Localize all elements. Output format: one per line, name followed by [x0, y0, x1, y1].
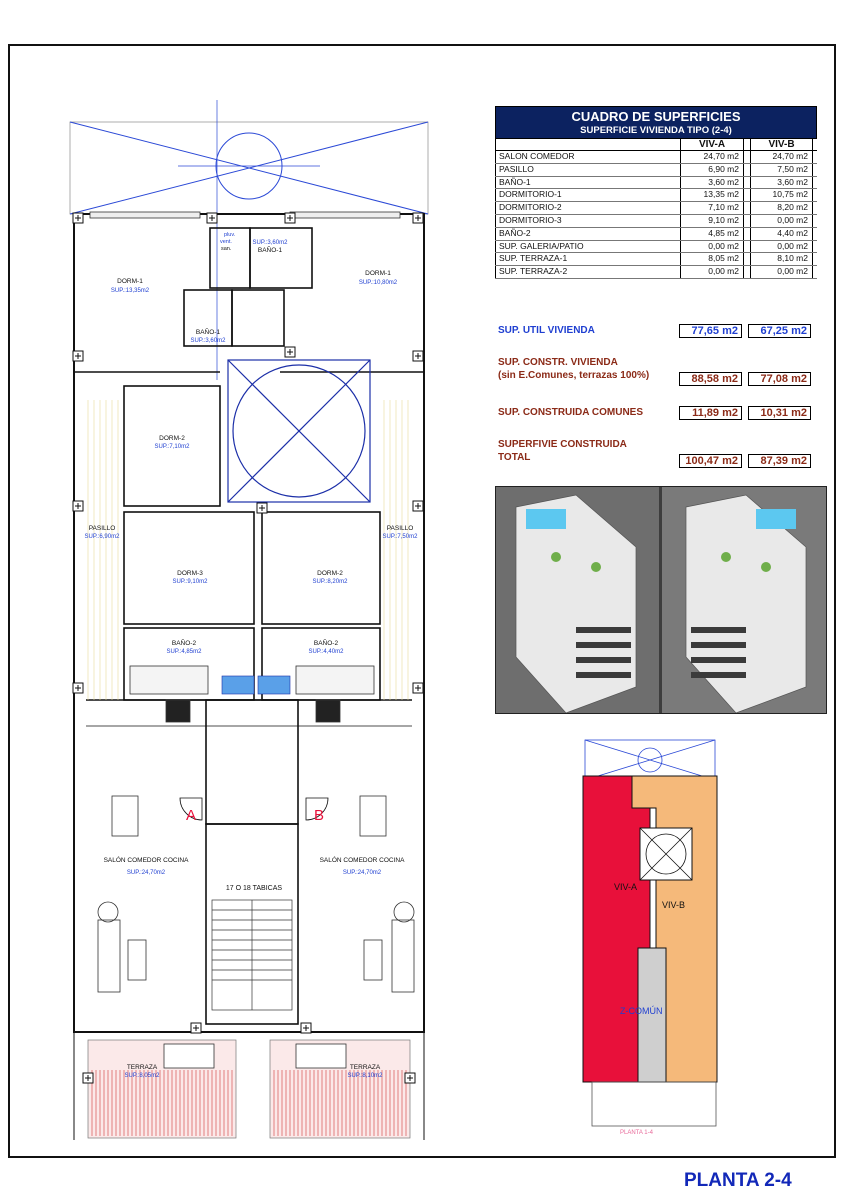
sup-dorm3-a: SUP.:9,10m2 [172, 579, 208, 585]
row-value-b: 3,60 m2 [750, 177, 813, 189]
sup-salon-b: SUP.:24,70m2 [342, 870, 382, 876]
row-label: SUP. TERRAZA-2 [495, 266, 680, 278]
table-row [495, 215, 817, 228]
terrace-planters [164, 1044, 346, 1068]
row-value-a: 3,60 m2 [680, 177, 743, 189]
sup-dorm2-b: SUP.:8,20m2 [312, 579, 348, 585]
util-value-b: 67,25 m2 [748, 324, 811, 338]
label-terraza-b: TERRAZA [349, 1064, 381, 1071]
constr-row [495, 356, 817, 386]
table-row [495, 164, 817, 177]
total-label-2: TOTAL [498, 452, 531, 463]
constr-label-2: (sin E.Comunes, terrazas 100%) [498, 370, 650, 381]
label-bano1-a: BAÑO-1 [195, 329, 221, 336]
row-value-b: 0,00 m2 [750, 215, 813, 227]
installation-boxes [222, 676, 290, 694]
table-title: CUADRO DE SUPERFICIES [571, 109, 741, 124]
row-label: PASILLO [495, 164, 680, 176]
comunes-label: SUP. CONSTRUIDA COMUNES [498, 407, 644, 418]
label-bano2-a: BAÑO-2 [171, 640, 197, 647]
row-label: DORMITORIO-3 [495, 215, 680, 227]
sup-bano1-a: SUP.:3,60m2 [190, 338, 226, 344]
light-well [228, 360, 370, 502]
sup-salon-a: SUP.:24,70m2 [126, 870, 166, 876]
dining-furniture [98, 796, 414, 992]
structural-columns [73, 213, 423, 1083]
comunes-value-b: 10,31 m2 [748, 406, 811, 420]
label-terraza-a: TERRAZA [126, 1064, 158, 1071]
row-value-a: 0,00 m2 [680, 266, 743, 278]
row-label: DORMITORIO-2 [495, 202, 680, 214]
row-value-a: 0,00 m2 [680, 241, 743, 253]
util-value-a: 77,65 m2 [679, 324, 742, 338]
sup-bano2-b: SUP.:4,40m2 [308, 649, 344, 655]
sup-terraza-b: SUP.:8,10m2 [347, 1073, 383, 1079]
comunes-row [495, 406, 817, 420]
pasillo-hatch-b [384, 400, 408, 700]
row-label: DORMITORIO-1 [495, 189, 680, 201]
col-header-viv-b: VIV-B [750, 139, 813, 150]
label-bano2-b: BAÑO-2 [313, 640, 339, 647]
util-row [495, 324, 817, 338]
row-label: SUP. GALERIA/PATIO [495, 241, 680, 253]
label-salon-b: SALÓN COMEDOR COCINA [319, 857, 405, 864]
label-dorm3-a: DORM-3 [177, 570, 203, 577]
total-row [495, 438, 817, 468]
key-label-comun: Z-COMÚN [620, 1006, 663, 1016]
table-row [495, 241, 817, 254]
row-label: SUP. TERRAZA-1 [495, 253, 680, 265]
comunes-value-a: 11,89 m2 [679, 406, 742, 420]
page-title: PLANTA 2-4 [684, 1170, 792, 1191]
total-value-b: 87,39 m2 [748, 454, 811, 468]
door-letter-b: B [313, 807, 325, 824]
label-san: san. [221, 246, 232, 252]
label-dorm1-b: DORM-1 [365, 270, 391, 277]
sup-bano1-b: SUP.:3,60m2 [252, 240, 288, 246]
row-value-b: 8,20 m2 [750, 202, 813, 214]
sup-dorm2-a: SUP.:7,10m2 [154, 444, 190, 450]
sup-dorm1-b: SUP.:10,80m2 [358, 280, 398, 286]
row-value-a: 6,90 m2 [680, 164, 743, 176]
row-value-b: 10,75 m2 [750, 189, 813, 201]
label-dorm1-a: DORM-1 [117, 278, 143, 285]
room-labels-b [253, 240, 419, 1079]
constr-value-a: 88,58 m2 [679, 372, 742, 386]
row-value-b: 24,70 m2 [750, 151, 813, 163]
row-value-b: 0,00 m2 [750, 266, 813, 278]
label-pluv: pluv. [224, 232, 236, 238]
row-value-a: 13,35 m2 [680, 189, 743, 201]
table-subtitle: SUPERFICIE VIVIENDA TIPO (2-4) [580, 125, 732, 136]
sup-bano2-a: SUP.:4,85m2 [166, 649, 202, 655]
interior-walls [74, 228, 424, 1032]
table-row [495, 228, 817, 241]
roof-void [70, 100, 428, 380]
table-row [495, 253, 817, 266]
table-row [495, 202, 817, 215]
table-row [495, 266, 817, 279]
row-value-a: 24,70 m2 [680, 151, 743, 163]
sup-dorm1-a: SUP.:13,35m2 [110, 288, 150, 294]
table-row [495, 151, 817, 164]
constr-label-1: SUP. CONSTR. VIVIENDA [498, 357, 618, 368]
label-dorm2-a: DORM-2 [159, 435, 185, 442]
row-label: BAÑO-1 [495, 177, 680, 189]
label-dorm2-b: DORM-2 [317, 570, 343, 577]
surface-table [495, 106, 817, 279]
row-value-b: 4,40 m2 [750, 228, 813, 240]
row-label: SALON COMEDOR [495, 151, 680, 163]
key-plan [583, 740, 717, 1136]
col-header-viv-a: VIV-A [680, 139, 743, 150]
sup-pasillo-a: SUP.:6,90m2 [84, 534, 120, 540]
label-vent: vent. [220, 239, 232, 245]
total-value-a: 100,47 m2 [679, 454, 742, 468]
label-pasillo-a: PASILLO [88, 525, 116, 532]
label-salon-a: SALÓN COMEDOR COCINA [103, 857, 189, 864]
sup-terraza-a: SUP.:8,05m2 [124, 1073, 160, 1079]
row-value-a: 4,85 m2 [680, 228, 743, 240]
staircase [212, 900, 292, 1010]
label-pasillo-b: PASILLO [386, 525, 414, 532]
key-label-viv-b: VIV-B [662, 900, 686, 910]
label-bano1-b: BAÑO-1 [257, 247, 283, 254]
row-value-b: 8,10 m2 [750, 253, 813, 265]
row-value-b: 7,50 m2 [750, 164, 813, 176]
door-letter-a: A [185, 807, 197, 824]
key-caption: PLANTA 1-4 [620, 1130, 653, 1136]
table-row [495, 189, 817, 202]
row-value-a: 8,05 m2 [680, 253, 743, 265]
sup-pasillo-b: SUP.:7,50m2 [382, 534, 418, 540]
stairs-label: 17 O 18 TABICAS [225, 885, 283, 892]
total-label-1: SUPERFIVIE CONSTRUIDA [498, 439, 627, 450]
table-column-headers [495, 139, 817, 151]
key-label-viv-a: VIV-A [614, 882, 638, 892]
table-header [495, 106, 817, 139]
table-row [495, 177, 817, 190]
row-value-a: 7,10 m2 [680, 202, 743, 214]
entry-doors [180, 798, 328, 820]
row-value-b: 0,00 m2 [750, 241, 813, 253]
row-value-a: 9,10 m2 [680, 215, 743, 227]
building-render [495, 486, 827, 714]
table-rows [495, 151, 817, 279]
constr-value-b: 77,08 m2 [748, 372, 811, 386]
row-label: BAÑO-2 [495, 228, 680, 240]
util-label: SUP. UTIL VIVIENDA [498, 325, 595, 336]
pasillo-hatch-a [88, 400, 118, 700]
